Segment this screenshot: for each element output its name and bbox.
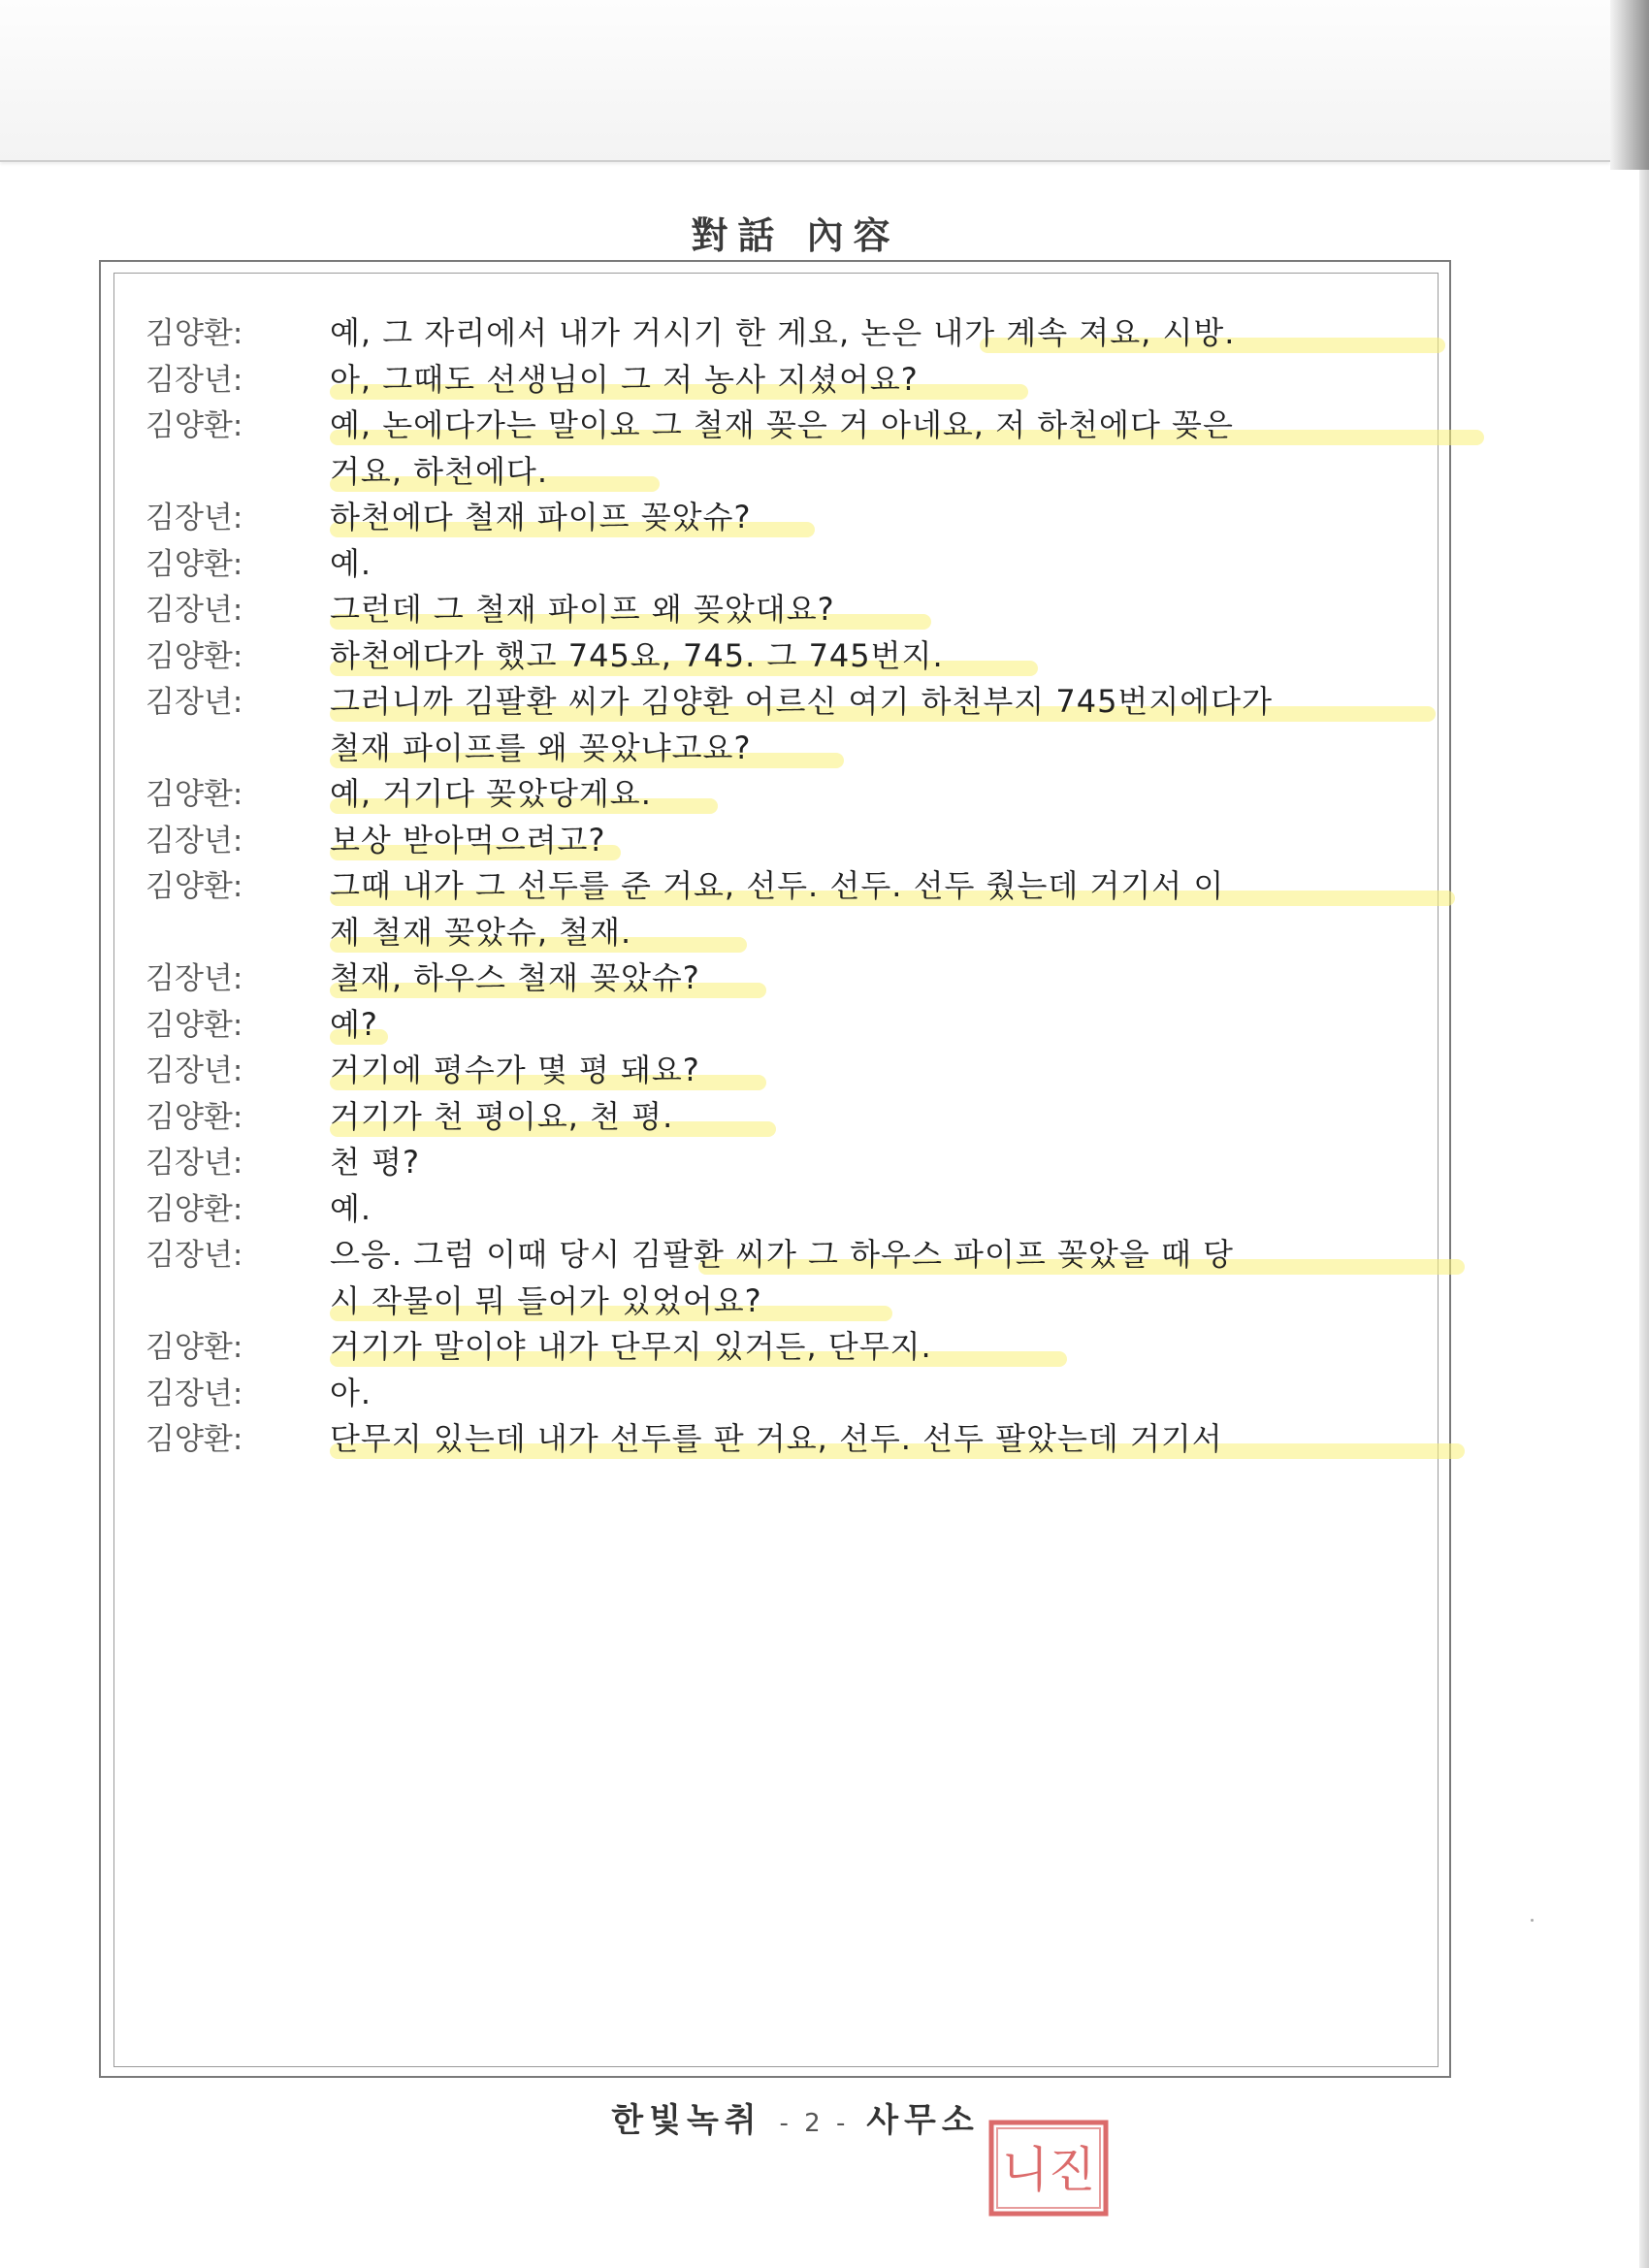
utterance-line: 예, 거기다 꽂았당게요. (330, 775, 652, 812)
utterance-line: 예. (330, 1189, 372, 1227)
utterance-line: 거기가 천 평이요, 천 평. (330, 1097, 674, 1135)
speaker-name: 김장년: (146, 593, 243, 628)
red-seal-stamp (984, 2115, 1114, 2221)
speaker-name: 김장년: (146, 1146, 243, 1181)
utterance-line: 그때 내가 그 선두를 준 거요, 선두. 선두. 선두 줬는데 거기서 이 (330, 867, 1225, 904)
utterance-line: 예? (330, 1005, 378, 1043)
utterance-line: 그러니까 김팔환 씨가 김양환 어르신 여기 하천부지 745번지에다가 (330, 683, 1273, 720)
utterance-line: 거요, 하천에다. (330, 452, 548, 490)
footer-office-suffix: 사무소 (866, 2101, 980, 2140)
document-title: 對話 內容 (691, 213, 900, 257)
speaker-name: 김장년: (146, 501, 243, 535)
utterance-line: 그런데 그 철재 파이프 왜 꽂았대요? (330, 591, 835, 628)
utterance-line: 제 철재 꽂았슈, 철재. (330, 913, 632, 951)
speaker-name: 김장년: (146, 1376, 243, 1411)
utterance-line: 거기가 말이야 내가 단무지 있거든, 단무지. (330, 1328, 932, 1365)
utterance-line: 하천에다가 했고 745요, 745. 그 745번지. (330, 636, 944, 674)
speaker-name: 김장년: (146, 362, 243, 398)
utterance-line: 아, 그때도 선생님이 그 저 농사 지셨어요? (330, 360, 919, 398)
utterance-line: 시 작물이 뭐 들어가 있었어요? (330, 1281, 762, 1319)
speaker-name: 김장년: (146, 961, 243, 996)
utterance-line: 예, 그 자리에서 내가 거시기 한 게요, 논은 내가 계속 져요, 시방. (330, 314, 1236, 351)
footer (0, 2093, 1591, 2141)
scan-speck (1531, 1919, 1534, 1922)
speaker-name: 김양환: (146, 1422, 243, 1457)
speaker-name: 김양환: (146, 1330, 243, 1365)
utterance-line: 거기에 평수가 몇 평 돼요? (330, 1052, 700, 1088)
utterance-line: 천 평? (330, 1144, 420, 1181)
utterance-line: 예, 논에다가는 말이요 그 철재 꽂은 거 아네요, 저 하천에다 꽂은 (330, 406, 1234, 443)
utterance-line: 보상 받아먹으려고? (330, 821, 606, 859)
footer-office-name: 한빛녹취 (611, 2101, 762, 2140)
speaker-name: 김양환: (146, 869, 243, 904)
utterance-line: 철재, 하우스 철재 꽂았슈? (330, 959, 700, 996)
page-number: - 2 - (779, 2109, 850, 2138)
speaker-name: 김양환: (146, 777, 243, 812)
speaker-name: 김양환: (146, 408, 243, 443)
speaker-name: 김양환: (146, 1191, 243, 1227)
seal-text: 니진 (1001, 2142, 1096, 2198)
scan-edge-shadow (1610, 0, 1649, 170)
speaker-name: 김장년: (146, 823, 243, 859)
speaker-name: 김양환: (146, 316, 243, 351)
utterance-line: 철재 파이프를 왜 꽂았냐고요? (330, 729, 752, 766)
utterance-line: 으응. 그럼 이때 당시 김팔환 씨가 그 하우스 파이프 꽂았을 때 당 (330, 1236, 1234, 1273)
speaker-name: 김장년: (146, 1053, 243, 1088)
speaker-name: 김양환: (146, 638, 243, 674)
speaker-name: 김장년: (146, 1238, 243, 1273)
utterance-line: 예. (330, 544, 372, 582)
utterance-line: 아. (330, 1374, 372, 1411)
speaker-name: 김양환: (146, 1007, 243, 1043)
utterance-line: 단무지 있는데 내가 선두를 판 거요, 선두. 선두 팔았는데 거기서 (330, 1420, 1223, 1457)
speaker-name: 김양환: (146, 1099, 243, 1135)
scan-page-fold (0, 0, 1610, 162)
scan-edge-strip (1639, 170, 1649, 2268)
speaker-name: 김장년: (146, 685, 243, 720)
utterance-line: 하천에다 철재 파이프 꽂았슈? (330, 499, 752, 535)
speaker-name: 김양환: (146, 546, 243, 582)
transcript-frame-inner (113, 273, 1439, 2067)
